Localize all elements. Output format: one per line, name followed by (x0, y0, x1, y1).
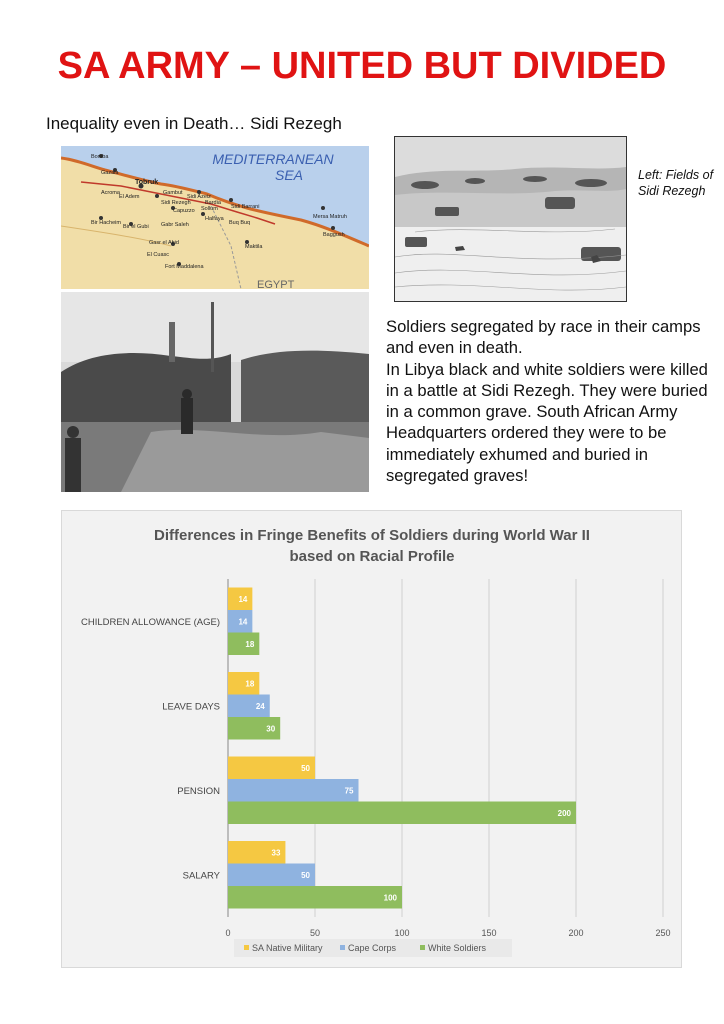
svg-text:El Adem: El Adem (119, 194, 140, 200)
libya-egypt-map (61, 146, 369, 289)
category-label: LEAVE DAYS (162, 701, 220, 713)
bar-value-label: 18 (245, 639, 255, 649)
bar (228, 633, 259, 656)
svg-text:Sidi Barrani: Sidi Barrani (231, 204, 260, 210)
bar-value-label: 24 (255, 701, 265, 711)
sketch-fields-of-sidi-rezegh (394, 136, 627, 302)
bar-value-label: 30 (266, 724, 276, 734)
svg-text:Bomba: Bomba (91, 154, 109, 160)
svg-text:Baggush: Baggush (323, 232, 345, 238)
svg-text:SEA: SEA (274, 167, 304, 183)
bar-value-label: 14 (238, 617, 248, 627)
bar (228, 779, 359, 802)
chart-svg (62, 511, 681, 967)
bar-value-label: 18 (245, 679, 255, 689)
bar-value-label: 100 (383, 893, 397, 903)
svg-text:Sidi Azeiz: Sidi Azeiz (187, 194, 211, 200)
category-label: PENSION (177, 785, 220, 797)
bar-value-label: 14 (238, 594, 248, 604)
svg-text:Bardia: Bardia (205, 200, 221, 206)
legend-swatch (420, 945, 425, 950)
x-tick-label: 0 (225, 928, 231, 938)
svg-text:El Cuasc: El Cuasc (147, 252, 170, 258)
svg-text:Acroma: Acroma (101, 190, 120, 196)
map-label-sea: MEDITERRANEAN (212, 151, 334, 167)
bar-value-label: 50 (301, 763, 310, 773)
svg-text:Capuzzo: Capuzzo (173, 208, 195, 214)
fringe-benefits-chart (61, 510, 682, 968)
svg-text:Sidi Rezegh: Sidi Rezegh (161, 200, 191, 206)
chart-title-line-2: based on Racial Profile (289, 548, 455, 565)
bar-value-label: 33 (271, 848, 281, 858)
x-tick-label: 150 (481, 928, 497, 938)
x-tick-label: 250 (655, 928, 671, 938)
bar (228, 886, 402, 909)
x-tick-label: 100 (394, 928, 410, 938)
section-subtitle: Inequality even in Death… Sidi Rezegh (46, 114, 342, 133)
svg-text:Halfaya: Halfaya (205, 216, 224, 222)
bar (228, 672, 259, 695)
svg-text:EGYPT: EGYPT (257, 279, 295, 289)
svg-text:Gasr el Abid: Gasr el Abid (149, 240, 179, 246)
bar-value-label: 200 (557, 808, 571, 818)
svg-text:Maktila: Maktila (245, 244, 263, 250)
chart-title-line-1: Differences in Fringe Benefits of Soldiers during World War II (154, 527, 590, 544)
legend-label: SA Native Military (252, 943, 323, 953)
svg-text:Gazala: Gazala (101, 170, 119, 176)
svg-text:Buq Buq: Buq Buq (229, 220, 251, 226)
x-tick-label: 200 (568, 928, 584, 938)
bar-value-label: 50 (301, 870, 310, 880)
category-label: SALARY (182, 870, 220, 882)
photo-soldier-in-ruins (61, 292, 369, 492)
svg-text:Mersa Matruh: Mersa Matruh (313, 214, 347, 220)
svg-text:Sollum: Sollum (201, 206, 218, 212)
legend-swatch (340, 945, 345, 950)
svg-text:Gabr Saleh: Gabr Saleh (161, 222, 189, 228)
sketch-caption: Left: Fields of Sidi Rezegh (638, 168, 714, 198)
legend-label: Cape Corps (348, 943, 397, 953)
bar-value-label: 75 (344, 786, 354, 796)
svg-text:Gambut: Gambut (163, 190, 183, 196)
page-title: SA ARMY – UNITED BUT DIVIDED (57, 45, 667, 87)
svg-text:Tobruk: Tobruk (135, 179, 159, 186)
body-paragraph: Soldiers segregated by race in their camps and even in death. In Libya black and white soldiers were killed in a battle at Sidi Rezegh. They were buried in a common grave. South African Army Headquarters ordered they were to be immediately exhumed and buried in segregated graves! (386, 317, 708, 486)
bar (228, 802, 576, 825)
category-label: CHILDREN ALLOWANCE (AGE) (80, 616, 220, 628)
legend-swatch (244, 945, 249, 950)
svg-text:Bir el Gubi: Bir el Gubi (123, 224, 149, 230)
x-tick-label: 50 (309, 928, 321, 938)
svg-text:Bir Hacheim: Bir Hacheim (91, 220, 121, 226)
svg-text:Fort Maddalena: Fort Maddalena (165, 264, 204, 270)
legend-label: White Soldiers (428, 943, 487, 953)
